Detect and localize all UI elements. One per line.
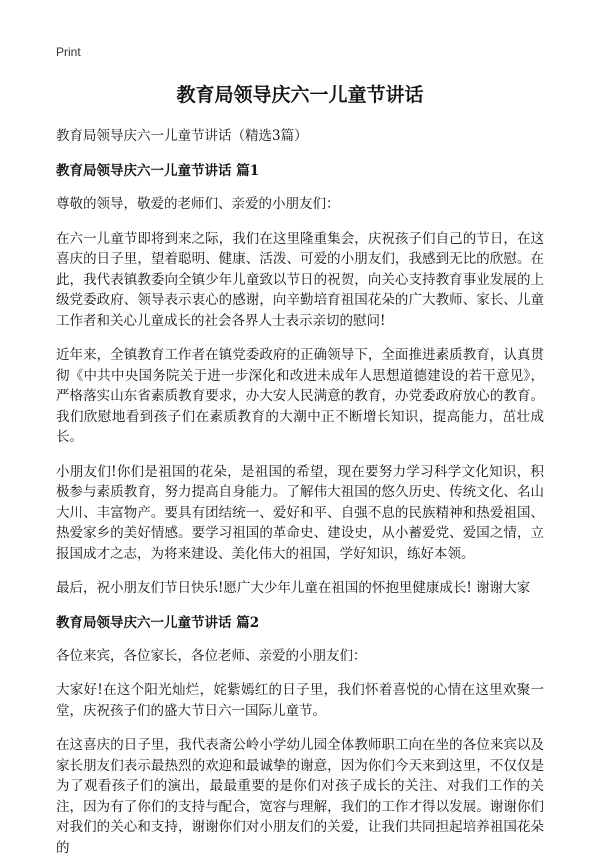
document-title: 教育局领导庆六一儿童节讲话 [176, 84, 424, 106]
paragraph: 小朋友们!你们是祖国的花朵，是祖国的希望，现在要努力学习科学文化知识，积极参与素质教育，努力提高自身能力。了解伟大祖国的悠久历史、传统文化、名山大川、丰富物产。要具有团结统一、爱好和平、自强不息的民族精神和热爱祖国、热爱家乡的美好情感。要学习祖国的革命史、建设史，从小蓄爱党、爱国之情，立报国成才之志，为将来建设、美化伟大的祖国，学好知识，练好本领。 [56, 463, 544, 562]
paragraph: 尊敬的领导，敬爱的老师们、亲爱的小朋友们： [56, 196, 340, 212]
section-heading-2: 教育局领导庆六一儿童节讲话 篇2 [56, 614, 260, 631]
print-link[interactable]: Print [56, 45, 81, 59]
document-subtitle: 教育局领导庆六一儿童节讲话（精选3篇） [56, 128, 308, 144]
paragraph: 近年来，全镇教育工作者在镇党委政府的正确领导下，全面推进素质教育，认真贯彻《中共中央国务院关于进一步深化和改进未成年人思想道德建设的若干意见》，严格落实山东省素质教育要求，办大安人民满意的教育，办党委政府放心的教育。我们欣慰地看到孩子们在素质教育的大潮中正不断增长知识，提高能力，茁壮成长。 [56, 347, 544, 445]
paragraph: 大家好!在这个阳光灿烂，姹紫嫣红的日子里，我们怀着喜悦的心情在这里欢聚一堂，庆祝孩子们的盛大节日六一国际儿童节。 [56, 682, 544, 719]
paragraph: 各位来宾，各位家长，各位老师、亲爱的小朋友们： [56, 647, 367, 664]
paragraph: 最后，祝小朋友们节日快乐!愿广大少年儿童在祖国的怀抱里健康成长! 谢谢大家 [56, 580, 531, 596]
paragraph: 在这喜庆的日子里，我代表斋公岭小学幼儿园全体教师职工向在坐的各位来宾以及家长朋友们表示最热烈的欢迎和最诚挚的谢意，因为你们今天来到这里，不仅仅是为了观看孩子们的演出，最最重要的是你们对孩子成长的关注、对我们工作的关注，因为有了你们的支持与配合，宽容与理解，我们的工作才得以发展。谢谢你们对我们的关心和支持，谢谢你们对小朋友们的关爱，让我们共同担起培养祖国花朵的 [56, 737, 544, 856]
paragraph: 在六一儿童节即将到来之际，我们在这里隆重集会，庆祝孩子们自己的节日，在这喜庆的日子里，望着聪明、健康、活泼、可爱的小朋友们，我感到无比的欣慰。在此，我代表镇教委向全镇少年儿童致以节日的祝贺，向关心支持教育事业发展的上级党委政府、领导表示衷心的感谢，向辛勤培育祖国花朵的广大教师、家长、儿童工作者和关心儿童成长的社会各界人士表示亲切的慰问! [56, 230, 544, 329]
section-heading-1: 教育局领导庆六一儿童节讲话 篇1 [56, 163, 260, 179]
